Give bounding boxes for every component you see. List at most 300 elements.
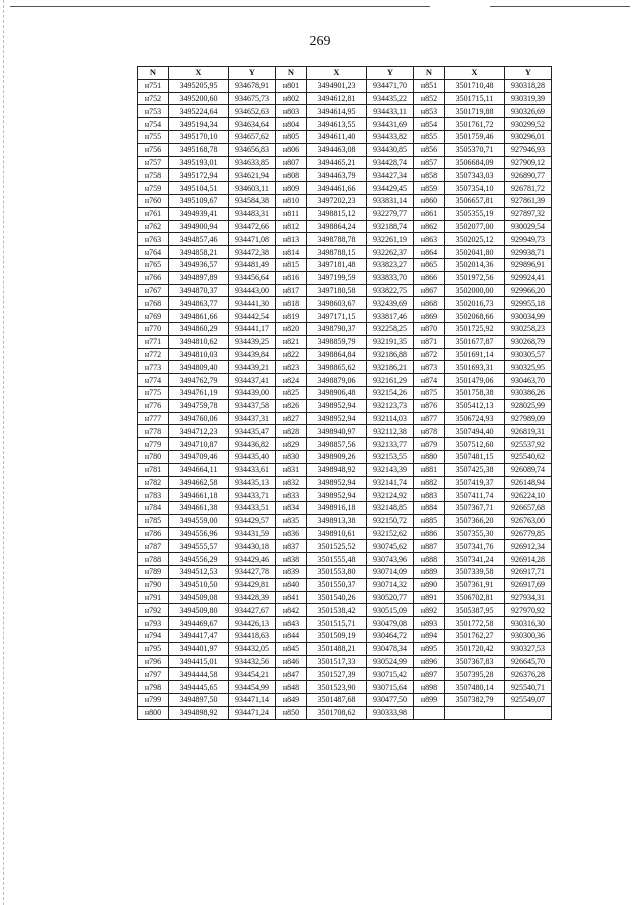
table-row [138,79,552,92]
table-row [138,681,552,694]
coord-x-cell: 3507355,30 [445,527,505,540]
table-row [138,604,552,617]
coord-y-cell: 933833,70 [367,271,414,284]
table-row [138,233,552,246]
coord-x-cell: 3498857,56 [307,438,367,451]
point-n-cell: н869 [414,310,445,323]
coord-y-cell: 932261,19 [367,233,414,246]
table-row [138,463,552,476]
coord-y-cell: 926819,31 [505,425,552,438]
point-n-cell: н812 [276,220,307,233]
point-n-cell: н783 [138,489,169,502]
coord-y-cell: 934441,17 [229,322,276,335]
coord-y-cell: 932141,74 [367,476,414,489]
point-n-cell: н754 [138,118,169,131]
coord-y-cell: 927946,93 [505,143,552,156]
coord-y-cell: 930034,99 [505,310,552,323]
point-n-cell: н872 [414,348,445,361]
coord-y-cell: 934427,78 [229,566,276,579]
coord-x-cell: 3506702,81 [445,591,505,604]
coord-x-cell: 3501715,11 [445,92,505,105]
coord-y-cell: 932112,38 [367,425,414,438]
coord-y-cell: 930715,64 [367,681,414,694]
coord-x-cell: 3495205,95 [169,79,229,92]
coord-y-cell: 929966,20 [505,284,552,297]
coord-y-cell: 934454,99 [229,681,276,694]
coord-x-cell: 3501677,87 [445,335,505,348]
coord-y-cell: 932188,74 [367,220,414,233]
point-n-cell: н765 [138,258,169,271]
point-n-cell: н834 [276,502,307,515]
coord-y-cell: 933831,14 [367,194,414,207]
coord-x-cell: 3507419,37 [445,476,505,489]
point-n-cell: н761 [138,207,169,220]
coordinates-table [137,66,552,720]
coord-x-cell: 3507341,76 [445,540,505,553]
coord-y-cell: 934427,34 [367,169,414,182]
coord-x-cell: 3495170,10 [169,130,229,143]
coord-y-cell: 930745,62 [367,540,414,553]
table-row [138,655,552,668]
point-n-cell: н788 [138,553,169,566]
coord-y-cell: 926148,94 [505,476,552,489]
point-n-cell: н777 [138,412,169,425]
point-n-cell: н871 [414,335,445,348]
table-header-row [138,67,552,80]
coord-x-cell: 3507395,28 [445,668,505,681]
coord-x-cell: 3502025,12 [445,233,505,246]
point-n-cell: н846 [276,655,307,668]
coord-y-cell: 930714,32 [367,578,414,591]
table-row [138,374,552,387]
coord-y-cell: 926763,00 [505,514,552,527]
coord-x-cell: 3494709,46 [169,450,229,463]
coord-x-cell: 3498790,37 [307,322,367,335]
coord-y-cell: 927897,32 [505,207,552,220]
point-n-cell: н815 [276,258,307,271]
coord-x-cell: 3494860,29 [169,322,229,335]
header-n-3: N [414,67,445,80]
point-n-cell: н772 [138,348,169,361]
point-n-cell: н825 [276,386,307,399]
coord-y-cell: 926917,71 [505,566,552,579]
point-n-cell: н778 [138,425,169,438]
coord-x-cell: 3501761,72 [445,118,505,131]
coord-x-cell: 3498952,94 [307,476,367,489]
coord-x-cell: 3494555,57 [169,540,229,553]
table-row [138,502,552,515]
coord-x-cell: 3494614,95 [307,105,367,118]
coord-y-cell: 934431,69 [367,118,414,131]
coord-x-cell: 3494417,47 [169,630,229,643]
point-n-cell: н792 [138,604,169,617]
coord-y-cell: 927909,12 [505,156,552,169]
point-n-cell: н773 [138,361,169,374]
coord-y-cell: 934429,45 [367,182,414,195]
coord-y-cell: 926657,68 [505,502,552,515]
coord-y-cell: 927934,31 [505,591,552,604]
coord-y-cell: 930714,09 [367,566,414,579]
table-row [138,399,552,412]
point-n-cell: н756 [138,143,169,156]
coord-x-cell: 3495193,01 [169,156,229,169]
coord-y-cell: 934428,39 [229,591,276,604]
coord-y-cell: 927989,09 [505,412,552,425]
point-n-cell: н852 [414,92,445,105]
coord-y-cell: 934430,18 [229,540,276,553]
point-n-cell: н822 [276,348,307,361]
point-n-cell: н764 [138,246,169,259]
coord-y-cell: 926917,69 [505,578,552,591]
coord-y-cell: 932439,69 [367,297,414,310]
coord-x-cell: 3498864,84 [307,348,367,361]
point-n-cell: н889 [414,566,445,579]
coord-y-cell: 933823,27 [367,258,414,271]
coord-y-cell: 925549,07 [505,694,552,707]
point-n-cell: н828 [276,425,307,438]
point-n-cell: н752 [138,92,169,105]
coord-x-cell: 3501509,19 [307,630,367,643]
top-rule-right [490,6,630,7]
coord-x-cell: 3501762,27 [445,630,505,643]
coord-y-cell: 930318,28 [505,79,552,92]
table-row [138,386,552,399]
coord-y-cell: 934678,91 [229,79,276,92]
point-n-cell: н830 [276,450,307,463]
point-n-cell: н763 [138,233,169,246]
coord-x-cell: 3502068,66 [445,310,505,323]
coord-x-cell: 3507481,15 [445,450,505,463]
coord-y-cell: 930515,09 [367,604,414,617]
coord-x-cell: 3494611,40 [307,130,367,143]
point-n-cell: н833 [276,489,307,502]
coord-x-cell: 3494465,21 [307,156,367,169]
coord-y-cell: 930258,23 [505,322,552,335]
header-n-2: N [276,67,307,80]
coord-x-cell: 3505355,19 [445,207,505,220]
coord-x-cell: 3498913,38 [307,514,367,527]
coord-y-cell: 934427,67 [229,604,276,617]
coord-x-cell: 3494510,50 [169,578,229,591]
coord-x-cell: 3506684,09 [445,156,505,169]
coord-y-cell: 930326,69 [505,105,552,118]
point-n-cell: н843 [276,617,307,630]
point-n-cell: н770 [138,322,169,335]
coord-x-cell: 3494897,89 [169,271,229,284]
table-row [138,361,552,374]
coord-x-cell: 3507494,40 [445,425,505,438]
coord-y-cell: 930524,99 [367,655,414,668]
coord-x-cell [445,706,505,719]
point-n-cell: н818 [276,297,307,310]
coord-x-cell: 3494612,81 [307,92,367,105]
point-n-cell: н882 [414,476,445,489]
coord-y-cell: 926781,72 [505,182,552,195]
point-n-cell: н890 [414,578,445,591]
point-n-cell: н864 [414,246,445,259]
point-n-cell: н893 [414,617,445,630]
coord-y-cell: 928025,99 [505,399,552,412]
coord-x-cell: 3502041,80 [445,246,505,259]
coord-y-cell: 930478,34 [367,642,414,655]
coord-x-cell: 3501972,56 [445,271,505,284]
point-n-cell: н835 [276,514,307,527]
coord-x-cell: 3497181,48 [307,258,367,271]
point-n-cell: н793 [138,617,169,630]
coord-x-cell: 3501555,48 [307,553,367,566]
coord-y-cell: 934652,63 [229,105,276,118]
point-n-cell: н829 [276,438,307,451]
point-n-cell: н840 [276,578,307,591]
coord-x-cell: 3501517,33 [307,655,367,668]
coord-y-cell: 930463,70 [505,374,552,387]
point-n-cell: н799 [138,694,169,707]
point-n-cell: н888 [414,553,445,566]
coord-x-cell: 3501538,42 [307,604,367,617]
table-row [138,220,552,233]
coord-y-cell: 932186,21 [367,361,414,374]
coord-x-cell: 3507341,24 [445,553,505,566]
table-row [138,92,552,105]
table-row [138,194,552,207]
coord-y-cell: 934433,61 [229,463,276,476]
coord-y-cell: 930325,95 [505,361,552,374]
point-n-cell: н858 [414,169,445,182]
coord-y-cell: 934584,38 [229,194,276,207]
coord-y-cell: 932186,88 [367,348,414,361]
coord-x-cell: 3494613,55 [307,118,367,131]
coord-x-cell: 3507480,14 [445,681,505,694]
coord-x-cell: 3507367,71 [445,502,505,515]
coord-y-cell: 934433,11 [367,105,414,118]
coord-x-cell: 3494898,92 [169,706,229,719]
coord-x-cell: 3498909,26 [307,450,367,463]
coord-x-cell: 3494661,38 [169,502,229,515]
point-n-cell: н803 [276,105,307,118]
coord-x-cell: 3507361,91 [445,578,505,591]
coord-y-cell: 934429,57 [229,514,276,527]
coord-x-cell: 3494710,87 [169,438,229,451]
coord-y-cell: 934634,64 [229,118,276,131]
point-n-cell: н848 [276,681,307,694]
coord-y-cell: 934431,59 [229,527,276,540]
point-n-cell: н842 [276,604,307,617]
point-n-cell: н845 [276,642,307,655]
coord-y-cell: 932161,29 [367,374,414,387]
table-row [138,566,552,579]
table-row [138,246,552,259]
coord-y-cell: 934481,49 [229,258,276,271]
coord-y-cell: 934603,11 [229,182,276,195]
coord-y-cell: 934454,21 [229,668,276,681]
coord-x-cell: 3494810,03 [169,348,229,361]
point-n-cell: н839 [276,566,307,579]
point-n-cell: н755 [138,130,169,143]
coord-y-cell: 932152,62 [367,527,414,540]
coord-x-cell: 3494512,53 [169,566,229,579]
coord-x-cell: 3498815,12 [307,207,367,220]
coord-y-cell: 934428,74 [367,156,414,169]
coord-x-cell: 3501758,38 [445,386,505,399]
point-n-cell: н887 [414,540,445,553]
coord-y-cell: 934435,13 [229,476,276,489]
coord-y-cell: 926779,85 [505,527,552,540]
coord-x-cell: 3498948,92 [307,463,367,476]
point-n-cell: н897 [414,668,445,681]
coord-x-cell: 3498910,61 [307,527,367,540]
table-row [138,617,552,630]
point-n-cell: н851 [414,79,445,92]
coord-x-cell: 3494463,79 [307,169,367,182]
coord-x-cell: 3494415,01 [169,655,229,668]
coord-x-cell: 3495168,78 [169,143,229,156]
point-n-cell: н880 [414,450,445,463]
coord-y-cell: 933817,46 [367,310,414,323]
point-n-cell: н860 [414,194,445,207]
coord-y-cell: 930319,39 [505,92,552,105]
coord-x-cell: 3501693,31 [445,361,505,374]
coord-y-cell: 934426,13 [229,617,276,630]
coord-x-cell: 3498952,94 [307,412,367,425]
coord-x-cell: 3494712,23 [169,425,229,438]
point-n-cell: н760 [138,194,169,207]
coord-x-cell: 3501720,42 [445,642,505,655]
coord-x-cell: 3501691,14 [445,348,505,361]
table-row [138,591,552,604]
coord-x-cell: 3507354,10 [445,182,505,195]
coord-y-cell: 926224,10 [505,489,552,502]
coord-x-cell: 3495172,94 [169,169,229,182]
point-n-cell: н796 [138,655,169,668]
coord-y-cell: 930333,98 [367,706,414,719]
coord-x-cell: 3502016,73 [445,297,505,310]
coord-y-cell: 932148,85 [367,502,414,515]
table-row [138,412,552,425]
header-y-1: Y [229,67,276,80]
coord-y-cell: 926376,28 [505,668,552,681]
coord-y-cell: 929938,71 [505,246,552,259]
coord-y-cell: 932143,39 [367,463,414,476]
point-n-cell: н850 [276,706,307,719]
table-row [138,527,552,540]
table-row [138,694,552,707]
coord-y-cell: 934435,22 [367,92,414,105]
table-row [138,335,552,348]
coord-x-cell: 3498788,15 [307,246,367,259]
table-row [138,642,552,655]
coord-y-cell: 932123,73 [367,399,414,412]
point-n-cell: н899 [414,694,445,707]
coord-y-cell [505,706,552,719]
coord-x-cell: 3494664,11 [169,463,229,476]
point-n-cell: н856 [414,143,445,156]
point-n-cell: н781 [138,463,169,476]
point-n-cell: н849 [276,694,307,707]
coord-y-cell: 934657,62 [229,130,276,143]
table-body [138,79,552,719]
point-n-cell: н762 [138,220,169,233]
table-row [138,105,552,118]
coord-y-cell: 925540,71 [505,681,552,694]
coord-x-cell: 3497199,59 [307,271,367,284]
table-row [138,668,552,681]
point-n-cell: н866 [414,271,445,284]
coord-y-cell: 930715,42 [367,668,414,681]
coord-y-cell: 930299,52 [505,118,552,131]
coord-x-cell: 3501487,68 [307,694,367,707]
coord-x-cell: 3494463,08 [307,143,367,156]
coord-x-cell: 3505387,95 [445,604,505,617]
point-n-cell: н807 [276,156,307,169]
point-n-cell: н879 [414,438,445,451]
coord-y-cell: 929955,18 [505,297,552,310]
coord-y-cell: 934439,00 [229,386,276,399]
coord-y-cell: 932262,37 [367,246,414,259]
coord-y-cell: 934437,41 [229,374,276,387]
point-n-cell: н771 [138,335,169,348]
coord-x-cell: 3495224,64 [169,105,229,118]
point-n-cell: н831 [276,463,307,476]
coord-y-cell: 930479,08 [367,617,414,630]
coord-x-cell: 3507367,83 [445,655,505,668]
coord-y-cell: 926912,34 [505,540,552,553]
coord-x-cell: 3498916,18 [307,502,367,515]
table-row [138,258,552,271]
coord-y-cell: 934472,38 [229,246,276,259]
point-n-cell: н855 [414,130,445,143]
point-n-cell: н824 [276,374,307,387]
coord-x-cell: 3494461,66 [307,182,367,195]
coord-x-cell: 3501488,21 [307,642,367,655]
coord-y-cell: 933822,75 [367,284,414,297]
point-n-cell: н857 [414,156,445,169]
coord-y-cell: 934432,56 [229,655,276,668]
coord-y-cell: 929949,73 [505,233,552,246]
point-n-cell: н853 [414,105,445,118]
coord-y-cell: 934656,83 [229,143,276,156]
point-n-cell: н782 [138,476,169,489]
table-row [138,630,552,643]
coord-y-cell: 930386,26 [505,386,552,399]
coord-y-cell: 934433,71 [229,489,276,502]
coord-y-cell: 927970,92 [505,604,552,617]
point-n-cell: н813 [276,233,307,246]
coord-y-cell: 934442,54 [229,310,276,323]
point-n-cell: н798 [138,681,169,694]
point-n-cell: н884 [414,502,445,515]
point-n-cell: н821 [276,335,307,348]
coord-x-cell: 3498952,94 [307,399,367,412]
coord-x-cell: 3494509,08 [169,591,229,604]
table-row [138,182,552,195]
coord-x-cell: 3494760,06 [169,412,229,425]
point-n-cell: н787 [138,540,169,553]
coord-y-cell: 934433,51 [229,502,276,515]
coord-y-cell: 934456,64 [229,271,276,284]
point-n-cell: н753 [138,105,169,118]
coord-y-cell: 932279,77 [367,207,414,220]
coord-y-cell: 934437,58 [229,399,276,412]
coord-x-cell: 3494858,21 [169,246,229,259]
coord-x-cell: 3494863,77 [169,297,229,310]
coord-y-cell: 934472,66 [229,220,276,233]
point-n-cell: н816 [276,271,307,284]
point-n-cell: н776 [138,399,169,412]
point-n-cell: н757 [138,156,169,169]
coord-x-cell: 3498788,78 [307,233,367,246]
point-n-cell: н895 [414,642,445,655]
coord-x-cell: 3498940,97 [307,425,367,438]
